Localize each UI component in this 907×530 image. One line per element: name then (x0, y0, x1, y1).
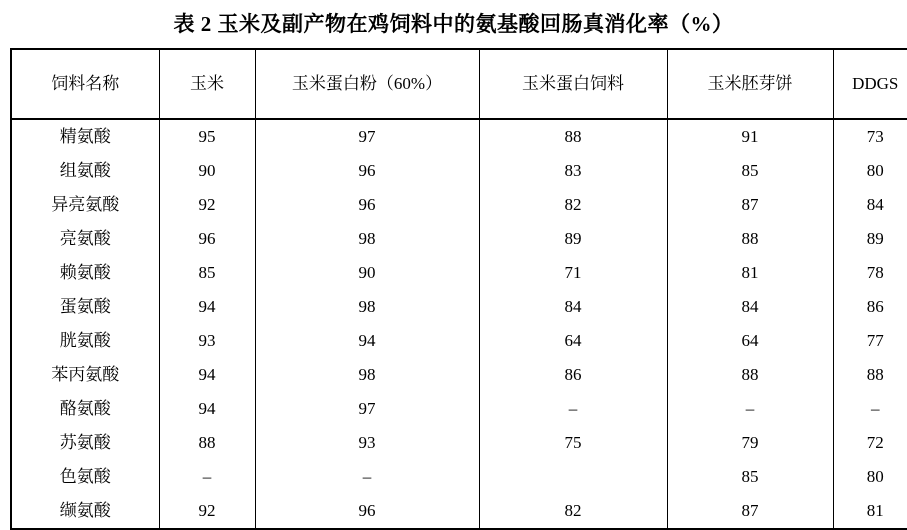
cell-ddgs: 88 (833, 358, 907, 392)
amino-acid-digestibility-table (10, 48, 907, 530)
cell-corn: 94 (159, 358, 255, 392)
row-label: 组氨酸 (11, 154, 159, 188)
table-container (0, 48, 907, 530)
cell-corn-germ-cake: 88 (667, 358, 833, 392)
cell-corn: – (159, 460, 255, 494)
row-label: 亮氨酸 (11, 222, 159, 256)
cell-corn: 92 (159, 494, 255, 529)
table-header-row (11, 49, 907, 119)
cell-corn-gluten-feed: 83 (479, 154, 667, 188)
table-row (11, 290, 907, 324)
row-label: 酪氨酸 (11, 392, 159, 426)
cell-ddgs: 78 (833, 256, 907, 290)
row-label: 苏氨酸 (11, 426, 159, 460)
cell-corn-germ-cake: 81 (667, 256, 833, 290)
table-row (11, 256, 907, 290)
table-row (11, 324, 907, 358)
cell-corn-gluten-meal: 97 (255, 392, 479, 426)
cell-corn: 94 (159, 290, 255, 324)
column-header-feed-name: 饲料名称 (11, 49, 159, 119)
cell-corn-gluten-meal: 94 (255, 324, 479, 358)
table-row (11, 426, 907, 460)
cell-corn-germ-cake: 87 (667, 494, 833, 529)
cell-corn: 90 (159, 154, 255, 188)
cell-corn-germ-cake: 91 (667, 119, 833, 154)
cell-corn: 93 (159, 324, 255, 358)
cell-corn-germ-cake: 84 (667, 290, 833, 324)
row-label: 胱氨酸 (11, 324, 159, 358)
cell-corn: 96 (159, 222, 255, 256)
table-head (11, 49, 907, 119)
column-header-corn-germ-cake: 玉米胚芽饼 (667, 49, 833, 119)
column-header-corn: 玉米 (159, 49, 255, 119)
cell-corn-gluten-feed: 84 (479, 290, 667, 324)
table-row (11, 460, 907, 494)
column-header-ddgs: DDGS (833, 49, 907, 119)
row-label: 精氨酸 (11, 119, 159, 154)
cell-corn-germ-cake: 87 (667, 188, 833, 222)
cell-corn-gluten-feed: 82 (479, 188, 667, 222)
table-row (11, 392, 907, 426)
cell-corn-gluten-feed: 64 (479, 324, 667, 358)
cell-corn-gluten-meal: – (255, 460, 479, 494)
cell-corn: 85 (159, 256, 255, 290)
cell-corn-gluten-feed: 82 (479, 494, 667, 529)
row-label: 色氨酸 (11, 460, 159, 494)
cell-corn-germ-cake: – (667, 392, 833, 426)
cell-corn-gluten-feed: 75 (479, 426, 667, 460)
row-label: 蛋氨酸 (11, 290, 159, 324)
table-row (11, 188, 907, 222)
cell-ddgs: 73 (833, 119, 907, 154)
cell-corn-gluten-meal: 96 (255, 188, 479, 222)
cell-ddgs: 84 (833, 188, 907, 222)
table-body (11, 119, 907, 529)
cell-corn-gluten-meal: 96 (255, 494, 479, 529)
cell-corn-germ-cake: 64 (667, 324, 833, 358)
cell-corn-gluten-meal: 93 (255, 426, 479, 460)
cell-corn: 92 (159, 188, 255, 222)
cell-corn-gluten-meal: 98 (255, 358, 479, 392)
row-label: 赖氨酸 (11, 256, 159, 290)
cell-corn-gluten-meal: 90 (255, 256, 479, 290)
row-label: 缬氨酸 (11, 494, 159, 529)
cell-ddgs: 80 (833, 460, 907, 494)
cell-corn-gluten-feed (479, 460, 667, 494)
cell-ddgs: 72 (833, 426, 907, 460)
cell-ddgs: 81 (833, 494, 907, 529)
row-label: 苯丙氨酸 (11, 358, 159, 392)
cell-ddgs: 80 (833, 154, 907, 188)
cell-corn-germ-cake: 79 (667, 426, 833, 460)
cell-ddgs: 86 (833, 290, 907, 324)
cell-corn: 94 (159, 392, 255, 426)
cell-corn-gluten-meal: 97 (255, 119, 479, 154)
table-title: 表 2 玉米及副产物在鸡饲料中的氨基酸回肠真消化率（%） (173, 12, 734, 36)
cell-corn-germ-cake: 85 (667, 154, 833, 188)
table-row (11, 119, 907, 154)
cell-corn-gluten-feed: 86 (479, 358, 667, 392)
cell-corn-gluten-feed: – (479, 392, 667, 426)
table-row (11, 222, 907, 256)
cell-corn: 88 (159, 426, 255, 460)
cell-corn-gluten-meal: 98 (255, 222, 479, 256)
cell-corn-gluten-feed: 71 (479, 256, 667, 290)
column-header-corn-gluten-meal: 玉米蛋白粉（60%） (255, 49, 479, 119)
cell-ddgs: – (833, 392, 907, 426)
cell-corn-germ-cake: 88 (667, 222, 833, 256)
cell-ddgs: 77 (833, 324, 907, 358)
cell-corn-germ-cake: 85 (667, 460, 833, 494)
cell-ddgs: 89 (833, 222, 907, 256)
cell-corn-gluten-feed: 88 (479, 119, 667, 154)
cell-corn-gluten-feed: 89 (479, 222, 667, 256)
cell-corn-gluten-meal: 96 (255, 154, 479, 188)
column-header-corn-gluten-feed: 玉米蛋白饲料 (479, 49, 667, 119)
cell-corn: 95 (159, 119, 255, 154)
table-row (11, 154, 907, 188)
row-label: 异亮氨酸 (11, 188, 159, 222)
cell-corn-gluten-meal: 98 (255, 290, 479, 324)
table-row (11, 358, 907, 392)
table-row (11, 494, 907, 529)
